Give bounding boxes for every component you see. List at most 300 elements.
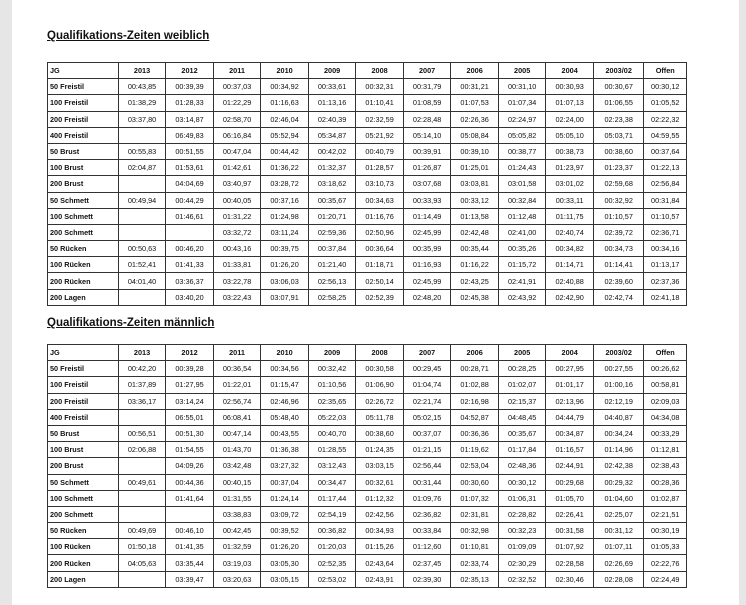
column-header: 2004 <box>546 345 594 361</box>
column-header: Offen <box>644 63 687 79</box>
time-cell: 00:33,12 <box>451 192 499 208</box>
time-cell: 02:50,96 <box>356 224 404 240</box>
time-cell: 00:43,16 <box>213 241 261 257</box>
time-cell: 00:28,71 <box>451 361 499 377</box>
time-cell: 02:13,96 <box>546 393 594 409</box>
time-cell: 00:28,36 <box>644 474 687 490</box>
time-cell: 01:46,61 <box>166 208 214 224</box>
time-cell: 01:02,87 <box>644 490 687 506</box>
row-label: 100 Brust <box>48 160 119 176</box>
time-cell: 01:10,56 <box>308 377 356 393</box>
table-female-qualification-times <box>47 62 687 306</box>
table-row <box>48 409 687 425</box>
time-cell: 01:12,60 <box>403 539 451 555</box>
time-cell: 00:38,60 <box>356 425 404 441</box>
time-cell: 01:07,92 <box>546 539 594 555</box>
column-header: 2011 <box>213 63 261 79</box>
time-cell: 00:32,92 <box>593 192 644 208</box>
time-cell: 00:33,84 <box>403 523 451 539</box>
time-cell: 01:41,33 <box>166 257 214 273</box>
time-cell: 01:20,03 <box>308 539 356 555</box>
column-header: 2013 <box>118 345 166 361</box>
time-cell: 03:07,91 <box>261 289 309 305</box>
time-cell: 00:30,60 <box>451 474 499 490</box>
time-cell: 01:17,84 <box>498 442 546 458</box>
time-cell <box>118 289 166 305</box>
time-cell: 01:24,14 <box>261 490 309 506</box>
time-cell: 04:48,45 <box>498 409 546 425</box>
time-cell: 00:37,16 <box>261 192 309 208</box>
time-cell: 03:22,78 <box>213 273 261 289</box>
time-cell: 01:24,98 <box>261 208 309 224</box>
time-cell: 01:09,76 <box>403 490 451 506</box>
time-cell: 05:48,40 <box>261 409 309 425</box>
time-cell: 01:24,35 <box>356 442 404 458</box>
time-cell: 01:15,72 <box>498 257 546 273</box>
time-cell: 03:40,20 <box>166 289 214 305</box>
column-header: 2010 <box>261 345 309 361</box>
section-title-female: Qualifikations-Zeiten weiblich <box>47 30 210 42</box>
time-cell: 01:02,88 <box>451 377 499 393</box>
time-cell <box>118 208 166 224</box>
time-cell: 00:34,87 <box>546 425 594 441</box>
time-cell: 01:22,13 <box>644 160 687 176</box>
time-cell: 00:42,02 <box>308 143 356 159</box>
time-cell: 00:37,03 <box>213 79 261 95</box>
time-cell: 00:55,83 <box>118 143 166 159</box>
time-cell: 02:30,29 <box>498 555 546 571</box>
time-cell: 02:48,36 <box>498 458 546 474</box>
time-cell: 00:42,45 <box>213 523 261 539</box>
row-label: 50 Schmett <box>48 192 119 208</box>
section-title-male: Qualifikations-Zeiten männlich <box>47 317 215 329</box>
time-cell: 03:22,43 <box>213 289 261 305</box>
row-label: 100 Brust <box>48 442 119 458</box>
column-header: 2009 <box>308 345 356 361</box>
time-cell: 00:32,84 <box>498 192 546 208</box>
time-cell: 00:31,84 <box>644 192 687 208</box>
table-row <box>48 241 687 257</box>
time-cell: 05:14,10 <box>403 127 451 143</box>
time-cell: 01:10,57 <box>644 208 687 224</box>
time-cell: 02:59,36 <box>308 224 356 240</box>
row-label: 50 Freistil <box>48 79 119 95</box>
column-header: 2006 <box>451 63 499 79</box>
table-row <box>48 111 687 127</box>
time-cell: 02:45,38 <box>451 289 499 305</box>
time-cell: 05:03,71 <box>593 127 644 143</box>
time-cell: 03:32,72 <box>213 224 261 240</box>
time-cell: 01:06,31 <box>498 490 546 506</box>
time-cell: 01:16,76 <box>356 208 404 224</box>
time-cell <box>118 176 166 192</box>
time-cell: 00:30,67 <box>593 79 644 95</box>
table-row <box>48 523 687 539</box>
time-cell: 04:34,08 <box>644 409 687 425</box>
time-cell: 01:04,60 <box>593 490 644 506</box>
time-cell: 02:37,45 <box>403 555 451 571</box>
time-cell: 00:31,58 <box>546 523 594 539</box>
time-cell: 04:09,26 <box>166 458 214 474</box>
column-header: 2008 <box>356 63 404 79</box>
time-cell: 02:22,32 <box>644 111 687 127</box>
time-cell: 01:33,81 <box>213 257 261 273</box>
time-cell: 01:01,17 <box>546 377 594 393</box>
time-cell: 02:42,74 <box>593 289 644 305</box>
table-row <box>48 257 687 273</box>
document-page <box>12 0 739 605</box>
row-label: 200 Brust <box>48 176 119 192</box>
time-cell: 02:54,19 <box>308 506 356 522</box>
time-cell: 04:59,55 <box>644 127 687 143</box>
time-cell: 05:34,87 <box>308 127 356 143</box>
time-cell: 00:44,36 <box>166 474 214 490</box>
time-cell: 03:14,24 <box>166 393 214 409</box>
time-cell: 02:04,87 <box>118 160 166 176</box>
row-label: 200 Lagen <box>48 571 119 587</box>
time-cell: 02:28,82 <box>498 506 546 522</box>
time-cell: 02:53,04 <box>451 458 499 474</box>
time-cell: 02:58,70 <box>213 111 261 127</box>
time-cell: 02:56,74 <box>213 393 261 409</box>
time-cell: 03:07,68 <box>403 176 451 192</box>
time-cell: 00:56,51 <box>118 425 166 441</box>
time-cell: 02:41,00 <box>498 224 546 240</box>
time-cell: 06:49,83 <box>166 127 214 143</box>
table-row <box>48 208 687 224</box>
row-label: 100 Schmett <box>48 490 119 506</box>
time-cell: 00:37,64 <box>644 143 687 159</box>
time-cell: 01:06,90 <box>356 377 404 393</box>
table-row <box>48 474 687 490</box>
table-body <box>48 63 687 306</box>
time-cell: 00:40,70 <box>308 425 356 441</box>
time-cell: 02:40,74 <box>546 224 594 240</box>
time-cell: 01:43,70 <box>213 442 261 458</box>
table-row <box>48 160 687 176</box>
time-cell: 01:27,95 <box>166 377 214 393</box>
time-cell: 02:40,88 <box>546 273 594 289</box>
time-cell: 02:43,92 <box>498 289 546 305</box>
time-cell: 02:37,36 <box>644 273 687 289</box>
time-cell: 02:45,99 <box>403 273 451 289</box>
time-cell: 02:12,19 <box>593 393 644 409</box>
time-cell: 04:52,87 <box>451 409 499 425</box>
row-label: 100 Rücken <box>48 257 119 273</box>
time-cell: 02:24,49 <box>644 571 687 587</box>
time-cell: 03:40,97 <box>213 176 261 192</box>
time-cell: 01:16,93 <box>403 257 451 273</box>
time-cell: 02:53,02 <box>308 571 356 587</box>
time-cell: 01:14,71 <box>546 257 594 273</box>
time-cell: 02:43,25 <box>451 273 499 289</box>
time-cell: 01:13,16 <box>308 95 356 111</box>
row-label: 200 Schmett <box>48 506 119 522</box>
time-cell: 02:35,13 <box>451 571 499 587</box>
time-cell: 01:28,33 <box>166 95 214 111</box>
time-cell: 01:19,62 <box>451 442 499 458</box>
time-cell: 02:48,20 <box>403 289 451 305</box>
time-cell: 01:11,75 <box>546 208 594 224</box>
time-cell: 01:23,97 <box>546 160 594 176</box>
time-cell: 01:07,32 <box>451 490 499 506</box>
time-cell: 01:10,57 <box>593 208 644 224</box>
time-cell: 00:44,29 <box>166 192 214 208</box>
column-header: 2006 <box>451 345 499 361</box>
time-cell: 02:25,07 <box>593 506 644 522</box>
time-cell: 02:15,37 <box>498 393 546 409</box>
row-label: 400 Freistil <box>48 127 119 143</box>
time-cell: 02:42,56 <box>356 506 404 522</box>
time-cell: 01:07,53 <box>451 95 499 111</box>
time-cell: 05:05,10 <box>546 127 594 143</box>
column-header: 2007 <box>403 63 451 79</box>
time-cell: 00:34,93 <box>356 523 404 539</box>
time-cell: 05:05,82 <box>498 127 546 143</box>
time-cell: 00:31,21 <box>451 79 499 95</box>
time-cell: 01:26,20 <box>261 539 309 555</box>
time-cell: 00:28,25 <box>498 361 546 377</box>
time-cell: 01:07,34 <box>498 95 546 111</box>
time-cell: 00:32,42 <box>308 361 356 377</box>
time-cell: 00:30,58 <box>356 361 404 377</box>
time-cell: 00:35,44 <box>451 241 499 257</box>
column-header: 2013 <box>118 63 166 79</box>
row-label: 200 Freistil <box>48 111 119 127</box>
time-cell: 02:28,08 <box>593 571 644 587</box>
table-row <box>48 143 687 159</box>
time-cell: 03:01,58 <box>498 176 546 192</box>
time-cell: 04:01,40 <box>118 273 166 289</box>
time-cell: 00:40,15 <box>213 474 261 490</box>
column-header: 2005 <box>498 63 546 79</box>
time-cell: 00:34,16 <box>644 241 687 257</box>
time-cell: 01:31,55 <box>213 490 261 506</box>
time-cell: 03:42,48 <box>213 458 261 474</box>
time-cell: 00:30,19 <box>644 523 687 539</box>
time-cell: 00:38,77 <box>498 143 546 159</box>
time-cell: 01:07,13 <box>546 95 594 111</box>
row-label: 200 Rücken <box>48 273 119 289</box>
table-row <box>48 95 687 111</box>
time-cell: 00:36,82 <box>308 523 356 539</box>
time-cell: 06:16,84 <box>213 127 261 143</box>
time-cell: 03:12,43 <box>308 458 356 474</box>
time-cell <box>118 506 166 522</box>
column-header: 2007 <box>403 345 451 361</box>
column-header: JG <box>48 63 119 79</box>
table-row <box>48 506 687 522</box>
table-row <box>48 571 687 587</box>
time-cell: 02:24,00 <box>546 111 594 127</box>
time-cell: 02:50,14 <box>356 273 404 289</box>
time-cell: 01:21,15 <box>403 442 451 458</box>
time-cell <box>118 409 166 425</box>
time-cell: 01:31,22 <box>213 208 261 224</box>
time-cell: 02:46,04 <box>261 111 309 127</box>
time-cell: 00:33,29 <box>644 425 687 441</box>
time-cell: 04:05,63 <box>118 555 166 571</box>
time-cell: 00:33,61 <box>308 79 356 95</box>
time-cell: 02:56,13 <box>308 273 356 289</box>
time-cell: 01:02,07 <box>498 377 546 393</box>
time-cell: 02:33,74 <box>451 555 499 571</box>
time-cell: 03:14,87 <box>166 111 214 127</box>
time-cell <box>118 224 166 240</box>
time-cell: 00:40,79 <box>356 143 404 159</box>
time-cell: 02:40,39 <box>308 111 356 127</box>
time-cell: 05:21,92 <box>356 127 404 143</box>
time-cell: 03:03,81 <box>451 176 499 192</box>
time-cell: 01:05,70 <box>546 490 594 506</box>
row-label: 200 Rücken <box>48 555 119 571</box>
time-cell: 01:38,29 <box>118 95 166 111</box>
time-cell: 05:22,03 <box>308 409 356 425</box>
time-cell: 01:12,81 <box>644 442 687 458</box>
time-cell: 00:29,68 <box>546 474 594 490</box>
time-cell: 00:44,42 <box>261 143 309 159</box>
time-cell: 00:34,24 <box>593 425 644 441</box>
time-cell: 01:54,55 <box>166 442 214 458</box>
time-cell: 00:26,62 <box>644 361 687 377</box>
time-cell: 00:43,85 <box>118 79 166 95</box>
time-cell: 00:47,14 <box>213 425 261 441</box>
time-cell <box>118 571 166 587</box>
time-cell <box>118 490 166 506</box>
table-row <box>48 289 687 305</box>
time-cell: 01:16,22 <box>451 257 499 273</box>
time-cell: 03:18,62 <box>308 176 356 192</box>
time-cell: 00:49,61 <box>118 474 166 490</box>
time-cell: 00:39,39 <box>166 79 214 95</box>
time-cell: 02:36,82 <box>403 506 451 522</box>
time-cell: 05:08,84 <box>451 127 499 143</box>
column-header: 2010 <box>261 63 309 79</box>
table-row <box>48 127 687 143</box>
row-label: 50 Rücken <box>48 523 119 539</box>
time-cell: 01:10,81 <box>451 539 499 555</box>
time-cell: 02:41,91 <box>498 273 546 289</box>
time-cell: 01:17,44 <box>308 490 356 506</box>
time-cell: 00:27,95 <box>546 361 594 377</box>
time-cell: 00:36,36 <box>451 425 499 441</box>
time-cell: 02:26,72 <box>356 393 404 409</box>
time-cell: 01:00,16 <box>593 377 644 393</box>
time-cell: 00:30,93 <box>546 79 594 95</box>
time-cell: 01:13,58 <box>451 208 499 224</box>
time-cell: 02:42,48 <box>451 224 499 240</box>
time-cell: 00:33,11 <box>546 192 594 208</box>
column-header: 2009 <box>308 63 356 79</box>
time-cell: 01:07,11 <box>593 539 644 555</box>
row-label: 50 Freistil <box>48 361 119 377</box>
time-cell: 01:06,55 <box>593 95 644 111</box>
time-cell: 00:36,64 <box>356 241 404 257</box>
time-cell: 02:38,43 <box>644 458 687 474</box>
time-cell: 00:42,20 <box>118 361 166 377</box>
column-header: Offen <box>644 345 687 361</box>
time-cell: 00:46,10 <box>166 523 214 539</box>
time-cell: 02:21,74 <box>403 393 451 409</box>
time-cell: 00:35,26 <box>498 241 546 257</box>
time-cell: 02:39,72 <box>593 224 644 240</box>
time-cell: 02:24,97 <box>498 111 546 127</box>
table-row <box>48 361 687 377</box>
time-cell: 03:36,37 <box>166 273 214 289</box>
time-cell: 02:35,65 <box>308 393 356 409</box>
time-cell: 01:22,01 <box>213 377 261 393</box>
time-cell: 00:38,73 <box>546 143 594 159</box>
time-cell: 02:22,76 <box>644 555 687 571</box>
time-cell: 02:42,38 <box>593 458 644 474</box>
row-label: 100 Freistil <box>48 95 119 111</box>
row-label: 200 Brust <box>48 458 119 474</box>
time-cell: 05:52,94 <box>261 127 309 143</box>
time-cell: 01:41,64 <box>166 490 214 506</box>
time-cell: 01:52,41 <box>118 257 166 273</box>
time-cell: 03:01,02 <box>546 176 594 192</box>
time-cell <box>166 224 214 240</box>
time-cell: 00:31,79 <box>403 79 451 95</box>
time-cell: 01:09,09 <box>498 539 546 555</box>
time-cell: 00:32,98 <box>451 523 499 539</box>
time-cell: 00:36,54 <box>213 361 261 377</box>
row-label: 100 Schmett <box>48 208 119 224</box>
table-row <box>48 224 687 240</box>
table-body <box>48 345 687 588</box>
table-row <box>48 273 687 289</box>
time-cell: 06:08,41 <box>213 409 261 425</box>
table-row <box>48 192 687 208</box>
time-cell: 00:34,56 <box>261 361 309 377</box>
row-label: 100 Freistil <box>48 377 119 393</box>
time-cell: 00:49,69 <box>118 523 166 539</box>
time-cell: 00:29,32 <box>593 474 644 490</box>
row-label: 50 Brust <box>48 425 119 441</box>
time-cell: 00:34,47 <box>308 474 356 490</box>
time-cell: 03:05,15 <box>261 571 309 587</box>
time-cell: 01:24,43 <box>498 160 546 176</box>
time-cell: 02:42,90 <box>546 289 594 305</box>
time-cell: 02:56,44 <box>403 458 451 474</box>
time-cell: 01:18,71 <box>356 257 404 273</box>
time-cell: 02:26,69 <box>593 555 644 571</box>
time-cell: 00:29,45 <box>403 361 451 377</box>
time-cell: 02:41,18 <box>644 289 687 305</box>
column-header: 2011 <box>213 345 261 361</box>
time-cell: 02:23,38 <box>593 111 644 127</box>
table-row <box>48 176 687 192</box>
time-cell: 02:43,91 <box>356 571 404 587</box>
time-cell: 01:42,61 <box>213 160 261 176</box>
time-cell: 02:46,96 <box>261 393 309 409</box>
table-row <box>48 377 687 393</box>
time-cell: 02:06,88 <box>118 442 166 458</box>
column-header: JG <box>48 345 119 361</box>
time-cell: 00:50,63 <box>118 241 166 257</box>
time-cell: 01:22,29 <box>213 95 261 111</box>
time-cell: 01:25,01 <box>451 160 499 176</box>
column-header: 2008 <box>356 345 404 361</box>
table-row <box>48 539 687 555</box>
time-cell: 02:21,51 <box>644 506 687 522</box>
time-cell: 01:36,38 <box>261 442 309 458</box>
time-cell <box>118 458 166 474</box>
time-cell: 01:10,41 <box>356 95 404 111</box>
table-row <box>48 458 687 474</box>
table-row <box>48 442 687 458</box>
time-cell: 01:36,22 <box>261 160 309 176</box>
